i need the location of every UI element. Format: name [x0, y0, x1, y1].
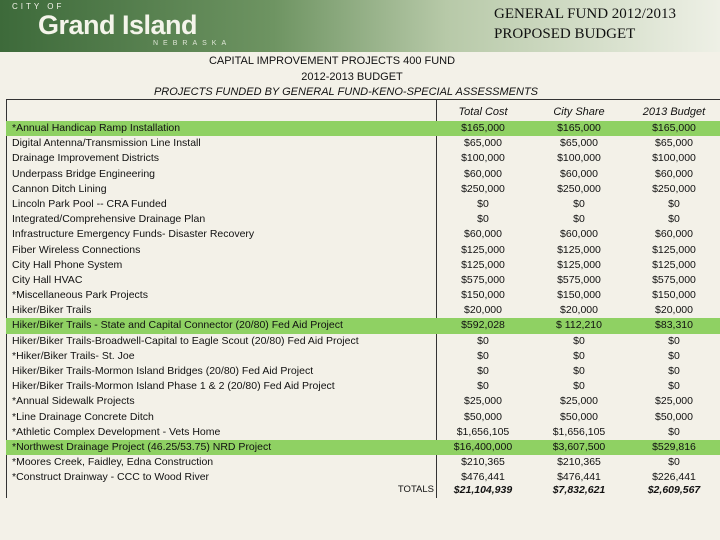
table-row — [6, 227, 720, 242]
totals-label: TOTALS — [397, 484, 434, 495]
budget-2013-value: $0 — [668, 197, 680, 210]
budget-2013-value: $0 — [668, 334, 680, 347]
logo-grand-island: Grand Island — [38, 10, 198, 40]
total-cost-value: $60,000 — [464, 228, 502, 241]
budget-2013-value: $125,000 — [652, 243, 696, 256]
city-share-value: $150,000 — [557, 289, 601, 302]
table-row — [6, 440, 720, 455]
project-name: *Athletic Complex Development - Vets Home — [12, 425, 221, 438]
total-cost-value: $476,441 — [461, 471, 505, 484]
table-row — [6, 410, 720, 425]
total-cost-value: $0 — [477, 334, 489, 347]
city-share-value: $1,656,105 — [552, 425, 606, 438]
table-row — [6, 121, 720, 136]
project-name: City Hall HVAC — [12, 273, 83, 286]
city-share-value: $25,000 — [560, 395, 598, 408]
total-cost-value: $1,656,105 — [456, 425, 510, 438]
table-row — [6, 167, 720, 182]
table-row — [6, 455, 720, 470]
total-cost-value: $0 — [477, 213, 489, 226]
total-cost-value: $250,000 — [461, 182, 505, 195]
budget-2013-value: $125,000 — [652, 258, 696, 271]
budget-2013-value: $0 — [668, 425, 680, 438]
budget-2013-value: $83,310 — [655, 319, 693, 332]
budget-2013-value: $150,000 — [652, 289, 696, 302]
project-name: Integrated/Comprehensive Drainage Plan — [12, 213, 206, 226]
budget-2013-value: $529,816 — [652, 440, 696, 453]
city-share-value: $100,000 — [557, 152, 601, 165]
logo-nebraska: NEBRASKA — [153, 40, 232, 47]
city-share-value: $575,000 — [557, 273, 601, 286]
city-share-value: $125,000 — [557, 258, 601, 271]
project-name: Underpass Bridge Engineering — [12, 167, 156, 180]
table-row — [6, 425, 720, 440]
totals-row — [6, 482, 720, 498]
project-name: *Annual Handicap Ramp Installation — [12, 122, 181, 134]
table-row — [6, 364, 720, 379]
heading-fund: CAPITAL IMPROVEMENT PROJECTS 400 FUND — [208, 55, 456, 67]
city-share-value: $210,365 — [557, 456, 601, 469]
column-header-total-cost: Total Cost — [458, 106, 508, 118]
city-share-value: $0 — [573, 365, 585, 377]
totals-2013-budget: $2,609,567 — [647, 484, 701, 496]
city-share-value: $65,000 — [560, 137, 598, 150]
city-share-value: $476,441 — [557, 471, 601, 484]
table-row — [6, 212, 720, 227]
budget-2013-value: $0 — [668, 213, 680, 226]
city-share-value: $50,000 — [560, 410, 598, 423]
table-row — [6, 273, 720, 288]
budget-2013-value: $65,000 — [655, 137, 693, 150]
project-name: Hiker/Biker Trails — [12, 304, 92, 317]
total-cost-value: $0 — [477, 380, 489, 393]
project-table-body — [6, 121, 720, 486]
city-share-value: $0 — [573, 380, 585, 393]
city-share-value: $60,000 — [560, 167, 598, 180]
city-share-value: $125,000 — [557, 243, 601, 256]
city-share-value: $0 — [573, 334, 585, 347]
budget-2013-value: $0 — [668, 456, 680, 469]
totals-city-share: $7,832,621 — [552, 484, 606, 496]
city-share-value: $0 — [573, 213, 585, 226]
budget-2013-value: $226,441 — [652, 471, 696, 484]
project-name: Fiber Wireless Connections — [12, 243, 141, 256]
table-row — [6, 182, 720, 197]
project-name: Hiker/Biker Trails-Broadwell-Capital to Eagle Scout (20/80) Fed Aid Project — [12, 334, 359, 347]
table-row — [6, 288, 720, 303]
table-row — [6, 394, 720, 409]
table-row — [6, 334, 720, 349]
total-cost-value: $210,365 — [461, 456, 505, 469]
total-cost-value: $0 — [477, 197, 489, 210]
budget-2013-value: $0 — [668, 365, 680, 377]
project-name: *Construct Drainway - CCC to Wood River — [12, 471, 210, 484]
heading-budget-year: 2012-2013 BUDGET — [301, 71, 403, 83]
total-cost-value: $575,000 — [461, 273, 505, 286]
total-cost-value: $125,000 — [461, 243, 505, 256]
city-share-value: $0 — [573, 349, 585, 362]
budget-2013-value: $60,000 — [655, 228, 693, 241]
total-cost-value: $0 — [477, 365, 489, 377]
budget-2013-value: $60,000 — [655, 167, 693, 180]
table-row — [6, 258, 720, 273]
total-cost-value: $165,000 — [461, 122, 505, 134]
budget-2013-value: $250,000 — [652, 182, 696, 195]
city-share-value: $60,000 — [560, 228, 598, 241]
total-cost-value: $65,000 — [464, 137, 502, 150]
project-name: Digital Antenna/Transmission Line Install — [12, 137, 201, 150]
budget-2013-value: $25,000 — [655, 395, 693, 408]
city-share-value: $3,607,500 — [552, 440, 606, 453]
project-name: City Hall Phone System — [12, 258, 123, 271]
city-share-value: $0 — [573, 197, 585, 210]
table-row — [6, 243, 720, 258]
total-cost-value: $592,028 — [461, 319, 505, 332]
project-name: Hiker/Biker Trails-Mormon Island Phase 1 & 2 (20/80) Fed Aid Project — [12, 380, 335, 393]
project-name: *Moores Creek, Faidley, Edna Construction — [12, 456, 214, 469]
column-header-city-share: City Share — [553, 106, 605, 118]
total-cost-value: $60,000 — [464, 167, 502, 180]
totals-total-cost: $21,104,939 — [453, 484, 513, 496]
project-name: *Hiker/Biker Trails- St. Joe — [12, 349, 135, 362]
column-header-2013-budget: 2013 Budget — [642, 106, 706, 118]
total-cost-value: $20,000 — [464, 304, 502, 317]
table-row — [6, 318, 720, 333]
total-cost-value: $100,000 — [461, 152, 505, 165]
project-name: Lincoln Park Pool -- CRA Funded — [12, 197, 167, 210]
table-top-rule — [6, 99, 720, 100]
project-name: Hiker/Biker Trails - State and Capital Connector (20/80) Fed Aid Project — [12, 319, 343, 332]
city-share-value: $20,000 — [560, 304, 598, 317]
table-row — [6, 379, 720, 394]
budget-2013-value: $20,000 — [655, 304, 693, 317]
slide-title: GENERAL FUND 2012/2013 PROPOSED BUDGET — [494, 6, 676, 42]
city-share-value: $165,000 — [557, 122, 601, 134]
total-cost-value: $25,000 — [464, 395, 502, 408]
project-name: Drainage Improvement Districts — [12, 152, 160, 165]
budget-2013-value: $575,000 — [652, 273, 696, 286]
heading-funding-sources: PROJECTS FUNDED BY GENERAL FUND-KENO-SPECIAL ASSESSMENTS — [153, 86, 539, 98]
table-row — [6, 151, 720, 166]
project-name: *Miscellaneous Park Projects — [12, 289, 148, 302]
city-share-value: $250,000 — [557, 182, 601, 195]
total-cost-value: $50,000 — [464, 410, 502, 423]
total-cost-value: $16,400,000 — [453, 440, 513, 453]
project-name: Cannon Ditch Lining — [12, 182, 107, 195]
city-share-value: $ 112,210 — [556, 319, 602, 332]
project-name: Hiker/Biker Trails-Mormon Island Bridges (20/80) Fed Aid Project — [12, 365, 314, 377]
table-row — [6, 349, 720, 364]
budget-2013-value: $165,000 — [652, 122, 696, 134]
budget-2013-value: $0 — [668, 349, 680, 362]
table-row — [6, 303, 720, 318]
budget-2013-value: $100,000 — [652, 152, 696, 165]
budget-2013-value: $0 — [668, 380, 680, 393]
project-name: *Northwest Drainage Project (46.25/53.75) NRD Project — [12, 440, 272, 453]
logo-city-of: CITY OF — [12, 2, 65, 11]
total-cost-value: $0 — [477, 349, 489, 362]
table-row — [6, 197, 720, 212]
project-name: Infrastructure Emergency Funds- Disaster Recovery — [12, 228, 255, 241]
total-cost-value: $150,000 — [461, 289, 505, 302]
project-name: *Annual Sidewalk Projects — [12, 395, 135, 408]
total-cost-value: $125,000 — [461, 258, 505, 271]
table-row — [6, 136, 720, 151]
budget-2013-value: $50,000 — [655, 410, 693, 423]
project-name: *Line Drainage Concrete Ditch — [12, 410, 154, 423]
